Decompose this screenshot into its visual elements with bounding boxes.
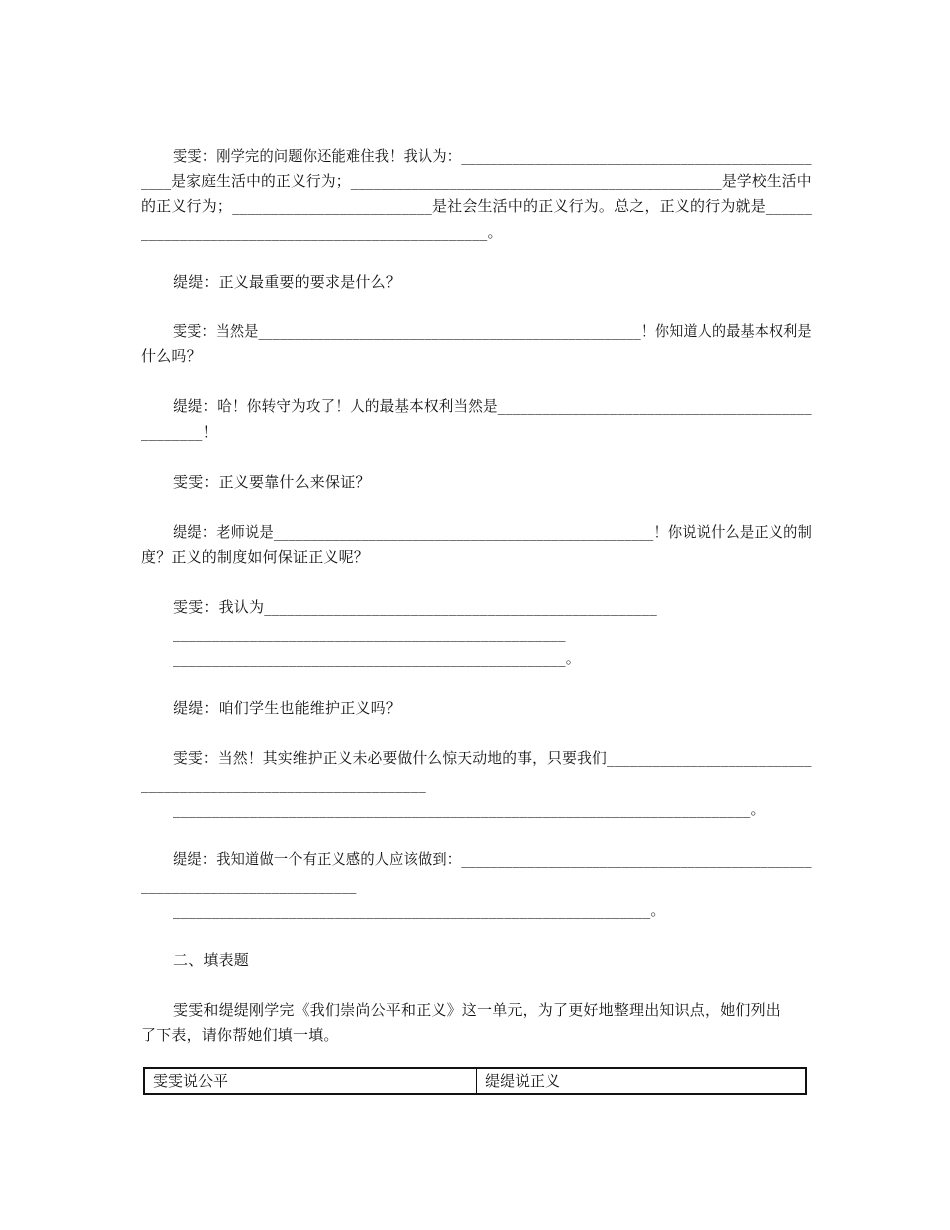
text-line: ______________________________________________________________。: [173, 901, 666, 919]
text-line: 缇缇：我知道做一个有正义感的人应该做到：________________________________________________: [173, 850, 812, 868]
text-line: 雯雯和缇缇刚学完《我们崇尚公平和正义》这一单元，为了更好地整理出知识点，她们列出: [173, 1001, 782, 1019]
text-line: ___________________________________________________: [173, 624, 566, 642]
text-line: 二、填表题: [173, 951, 250, 969]
text-line: 雯雯：当然！其实维护正义未必要做什么惊天动地的事，只要我们___________________________: [173, 749, 812, 767]
text-line: ________！: [141, 423, 218, 441]
text-line: 缇缇：正义最重要的要求是什么？: [173, 273, 402, 291]
text-line: 缇缇：哈！你转守为攻了！人的最基本权利当然是__________________________________________: [173, 397, 812, 415]
text-line: 的正义行为；__________________________是社会生活中的正义行为。总之，正义的行为就是______: [141, 197, 813, 215]
text-line: ____________________________: [141, 876, 357, 894]
text-line: 缇缇：咱们学生也能维护正义吗？: [173, 699, 402, 717]
text-line: 什么吗？: [141, 347, 202, 365]
text-line: 雯雯：刚学完的问题你还能难住我！我认为：________________________________________________: [173, 147, 812, 165]
text-line: ___________________________________________________________________________。: [173, 800, 766, 818]
fill-in-table: [143, 1067, 807, 1095]
text-line: 了下表，请你帮她们填一填。: [141, 1026, 339, 1044]
text-line: 缇缇：老师说是____________________________________________________！你说说什么是正义的制: [173, 523, 813, 541]
text-line: 雯雯：当然是_____________________________________________________！你知道人的最基本权利是: [173, 322, 812, 340]
text-line: 雯雯：正义要靠什么来保证？: [173, 473, 371, 491]
table-header-justice: 缇缇说正义: [485, 1072, 561, 1090]
text-line: 雯雯：我认为___________________________________________________: [173, 598, 657, 616]
text-line: _____________________________________________。: [141, 223, 503, 241]
table-header-fairness: 雯雯说公平: [145, 1069, 477, 1093]
text-line: _____________________________________: [141, 775, 426, 793]
text-line: ___________________________________________________。: [173, 649, 581, 667]
text-line: 度？正义的制度如何保证正义呢？: [141, 548, 370, 566]
text-line: ____是家庭生活中的正义行为；_________________________________________________是学校生活中: [141, 172, 812, 190]
